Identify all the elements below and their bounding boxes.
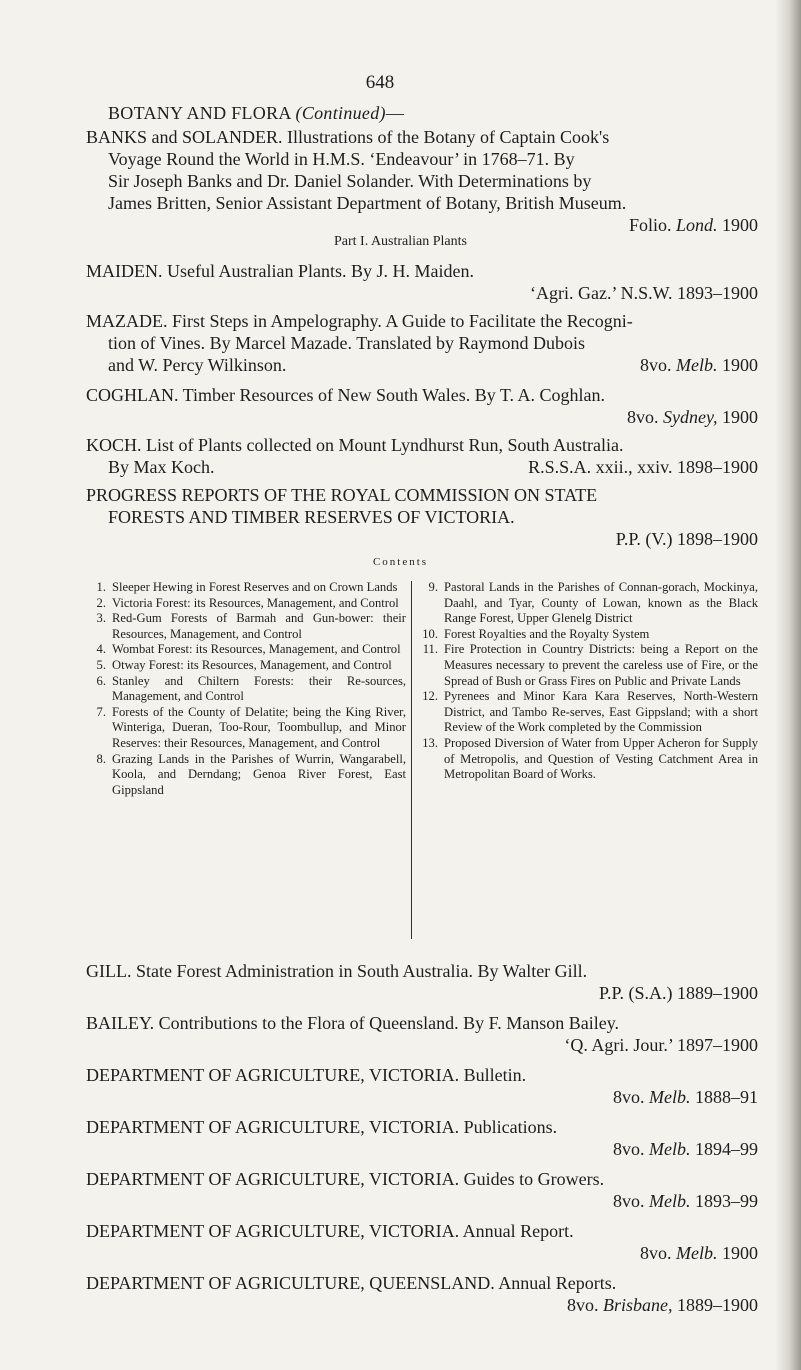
bibliography-entry <box>86 484 758 550</box>
entry-title-line: GILL. State Forest Administration in South Australia. By Walter Gill. <box>86 961 588 981</box>
section-heading-continued: (Continued) <box>295 103 386 123</box>
item-number: 7. <box>96 704 106 719</box>
entry-year: 1893–1900 <box>677 283 758 303</box>
contents-item <box>86 752 406 799</box>
entry-place: Melb. <box>649 1087 691 1107</box>
page-edge-shadow <box>775 0 801 1370</box>
entry-line: tion of Vines. By Marcel Mazade. Translated by Raymond Dubois <box>108 333 586 353</box>
item-text: Sleeper Hewing in Forest Reserves and on Crown Lands <box>112 580 398 594</box>
bibliography-entry <box>86 1272 758 1316</box>
entry-year: 1898–1900 <box>677 457 758 477</box>
item-number: 3. <box>96 611 106 626</box>
entry-year: 1897–1900 <box>677 1035 758 1055</box>
item-number: 2. <box>96 595 106 610</box>
contents-item <box>86 674 406 705</box>
entry-year: 1889–1900 <box>677 1295 758 1315</box>
entry-place: Melb. <box>676 1243 718 1263</box>
contents-item <box>86 580 406 596</box>
item-text: Pastoral Lands in the Parishes of Connan-gorach, Mockinya, Daahl, and Tyar, County of Lowan, known as the Black Range Forest, Upper Glenelg District <box>444 580 758 626</box>
item-text: Stanley and Chiltern Forests: their Re-sources, Management, and Control <box>112 673 406 704</box>
entry-format: P.P. (V.) <box>615 529 673 549</box>
entry-title-line: DEPARTMENT OF AGRICULTURE, VICTORIA. Bulletin. <box>86 1065 527 1085</box>
entry-year: 1900 <box>722 355 758 375</box>
contents-item <box>86 596 406 612</box>
bibliography-entry <box>86 126 758 236</box>
entry-place: Melb. <box>649 1191 691 1211</box>
entry-title-line: DEPARTMENT OF AGRICULTURE, VICTORIA. Guides to Growers. <box>86 1169 605 1189</box>
item-number: 6. <box>96 673 106 688</box>
item-number: 1. <box>96 580 106 594</box>
entry-format: P.P. (S.A.) <box>598 983 673 1003</box>
item-number: 11. <box>422 642 438 657</box>
bibliography-entry <box>86 310 758 376</box>
bibliography-entry <box>86 1012 758 1056</box>
entry-imprint <box>86 282 758 304</box>
contents-item <box>86 658 406 674</box>
entry-imprint <box>86 1034 758 1056</box>
entry-place: Sydney, <box>663 407 718 427</box>
item-text: Forest Royalties and the Royalty System <box>444 626 650 641</box>
item-number: 8. <box>96 751 106 766</box>
entry-format: ‘Q. Agri. Jour.’ <box>564 1035 673 1055</box>
entry-year: 1898–1900 <box>677 529 758 549</box>
entry-line: By Max Koch. <box>108 457 215 477</box>
item-number: 9. <box>428 580 438 594</box>
page-number: 648 <box>365 72 395 93</box>
contents-item <box>86 642 406 658</box>
item-text: Wombat Forest: its Resources, Management, and Control <box>112 642 401 657</box>
item-number: 12. <box>422 689 438 704</box>
entry-imprint <box>86 982 758 1004</box>
entry-year: 1900 <box>722 1243 758 1263</box>
contents-item <box>418 689 758 736</box>
contents-item <box>418 642 758 689</box>
contents-title: Contents <box>372 556 429 568</box>
entry-format: R.S.S.A. xxii., xxiv. <box>528 457 673 477</box>
entry-imprint <box>86 214 758 236</box>
bibliography-entry <box>86 434 758 478</box>
entry-format: 8vo. <box>640 355 672 375</box>
bibliography-entry <box>86 960 758 1004</box>
column-divider <box>411 581 412 939</box>
entry-year: 1888–91 <box>695 1087 758 1107</box>
bibliography-entry <box>86 260 758 304</box>
entry-last-line <box>86 456 758 478</box>
entry-title-line: PROGRESS REPORTS OF THE ROYAL COMMISSION ON STATE <box>86 485 598 505</box>
entry-year: 1900 <box>722 407 758 427</box>
item-text: Fire Protection in Country Districts: being a Report on the Measures necessary to prevent the careless use of Fire, or the Spread of Bush or Grass Fires on Public and Private Lands <box>444 642 758 688</box>
bibliography-entry <box>86 1116 758 1160</box>
entry-year: 1900 <box>722 215 758 235</box>
item-number: 5. <box>96 657 106 672</box>
bibliography-entry <box>86 1220 758 1264</box>
entry-imprint <box>86 1294 758 1316</box>
bibliography-entry <box>86 1168 758 1212</box>
entry-line: FORESTS AND TIMBER RESERVES OF VICTORIA. <box>108 507 515 527</box>
entry-title-line: KOCH. List of Plants collected on Mount Lyndhurst Run, South Australia. <box>86 435 624 455</box>
entry-format: 8vo. <box>613 1191 645 1211</box>
entry-line: and W. Percy Wilkinson. <box>108 355 287 375</box>
contents-item <box>418 627 758 643</box>
item-text: Grazing Lands in the Parishes of Wurrin, Wangarabell, Koola, and Derndang; Genoa River Forest, East Gippsland <box>112 751 406 797</box>
section-heading <box>108 103 404 124</box>
entry-place: Brisbane, <box>603 1295 673 1315</box>
entry-title-line: DEPARTMENT OF AGRICULTURE, QUEENSLAND. Annual Reports. <box>86 1273 617 1293</box>
entry-format: 8vo. <box>567 1295 599 1315</box>
item-text: Otway Forest: its Resources, Management, and Control <box>112 657 392 672</box>
entry-title-line: BAILEY. Contributions to the Flora of Queensland. By F. Manson Bailey. <box>86 1013 620 1033</box>
entry-last-line <box>86 354 758 376</box>
contents-left-column <box>86 580 406 798</box>
section-heading-dash: — <box>385 103 405 123</box>
entry-title-line: MAIDEN. Useful Australian Plants. By J. H. Maiden. <box>86 261 474 281</box>
entry-title-line: DEPARTMENT OF AGRICULTURE, VICTORIA. Annual Report. <box>86 1221 574 1241</box>
entry-imprint <box>86 1138 758 1160</box>
entry-title-line: DEPARTMENT OF AGRICULTURE, VICTORIA. Publications. <box>86 1117 558 1137</box>
contents-right-column <box>418 580 758 783</box>
entry-place: Melb. <box>649 1139 691 1159</box>
bibliography-entry <box>86 384 758 428</box>
contents-item <box>418 736 758 783</box>
entry-year: 1889–1900 <box>677 983 758 1003</box>
item-text: Pyrenees and Minor Kara Kara Reserves, North-Western District, and Tambo Re-serves, East Gippsland; with a short Review of the Work completed by the Commission <box>444 689 758 735</box>
part-note: Part I. Australian Plants <box>334 234 467 249</box>
item-number: 10. <box>422 626 438 641</box>
entry-format: 8vo. <box>613 1139 645 1159</box>
entry-title-line: COGHLAN. Timber Resources of New South Wales. By T. A. Coghlan. <box>86 385 606 405</box>
entry-format: ‘Agri. Gaz.’ N.S.W. <box>530 283 673 303</box>
entry-place: Melb. <box>676 355 718 375</box>
item-text: Victoria Forest: its Resources, Management, and Control <box>112 595 399 610</box>
entry-imprint <box>86 1190 758 1212</box>
entry-imprint <box>86 406 758 428</box>
entry-imprint <box>86 1242 758 1264</box>
entry-line: James Britten, Senior Assistant Department of Botany, British Museum. <box>108 193 627 213</box>
entry-line: Sir Joseph Banks and Dr. Daniel Solander. With Determinations by <box>108 171 592 191</box>
item-text: Forests of the County of Delatite; being the King River, Winteriga, Dueran, Too-Rour, Toombullup, and Minor Reserves: their Resources, Management, and Control <box>112 704 406 750</box>
entry-year: 1893–99 <box>695 1191 758 1211</box>
entry-title-line: BANKS and SOLANDER. Illustrations of the Botany of Captain Cook's <box>86 127 610 147</box>
contents-item <box>86 705 406 752</box>
contents-item <box>86 611 406 642</box>
entry-place: Lond. <box>675 215 718 235</box>
entry-imprint <box>86 528 758 550</box>
item-text: Red-Gum Forests of Barmah and Gun-bower: their Resources, Management, and Control <box>112 611 406 641</box>
bibliography-entry <box>86 1064 758 1108</box>
item-number: 4. <box>96 642 106 657</box>
contents-item <box>418 580 758 627</box>
item-number: 13. <box>422 735 438 750</box>
entry-format: 8vo. <box>613 1087 645 1107</box>
entry-imprint <box>86 1086 758 1108</box>
item-text: Proposed Diversion of Water from Upper Acheron for Supply of Metropolis, and Question of Vesting Catchment Area in Metropolitan Board of Works. <box>444 735 758 782</box>
entry-title-line: MAZADE. First Steps in Ampelography. A Guide to Facilitate the Recogni- <box>86 311 633 331</box>
entry-year: 1894–99 <box>695 1139 758 1159</box>
section-heading-main: BOTANY AND FLORA <box>108 103 291 123</box>
entry-format: 8vo. <box>640 1243 672 1263</box>
entry-line: Voyage Round the World in H.M.S. ‘Endeavour’ in 1768–71. By <box>108 149 575 169</box>
entry-format: 8vo. <box>627 407 659 427</box>
entry-format: Folio. <box>628 215 672 235</box>
